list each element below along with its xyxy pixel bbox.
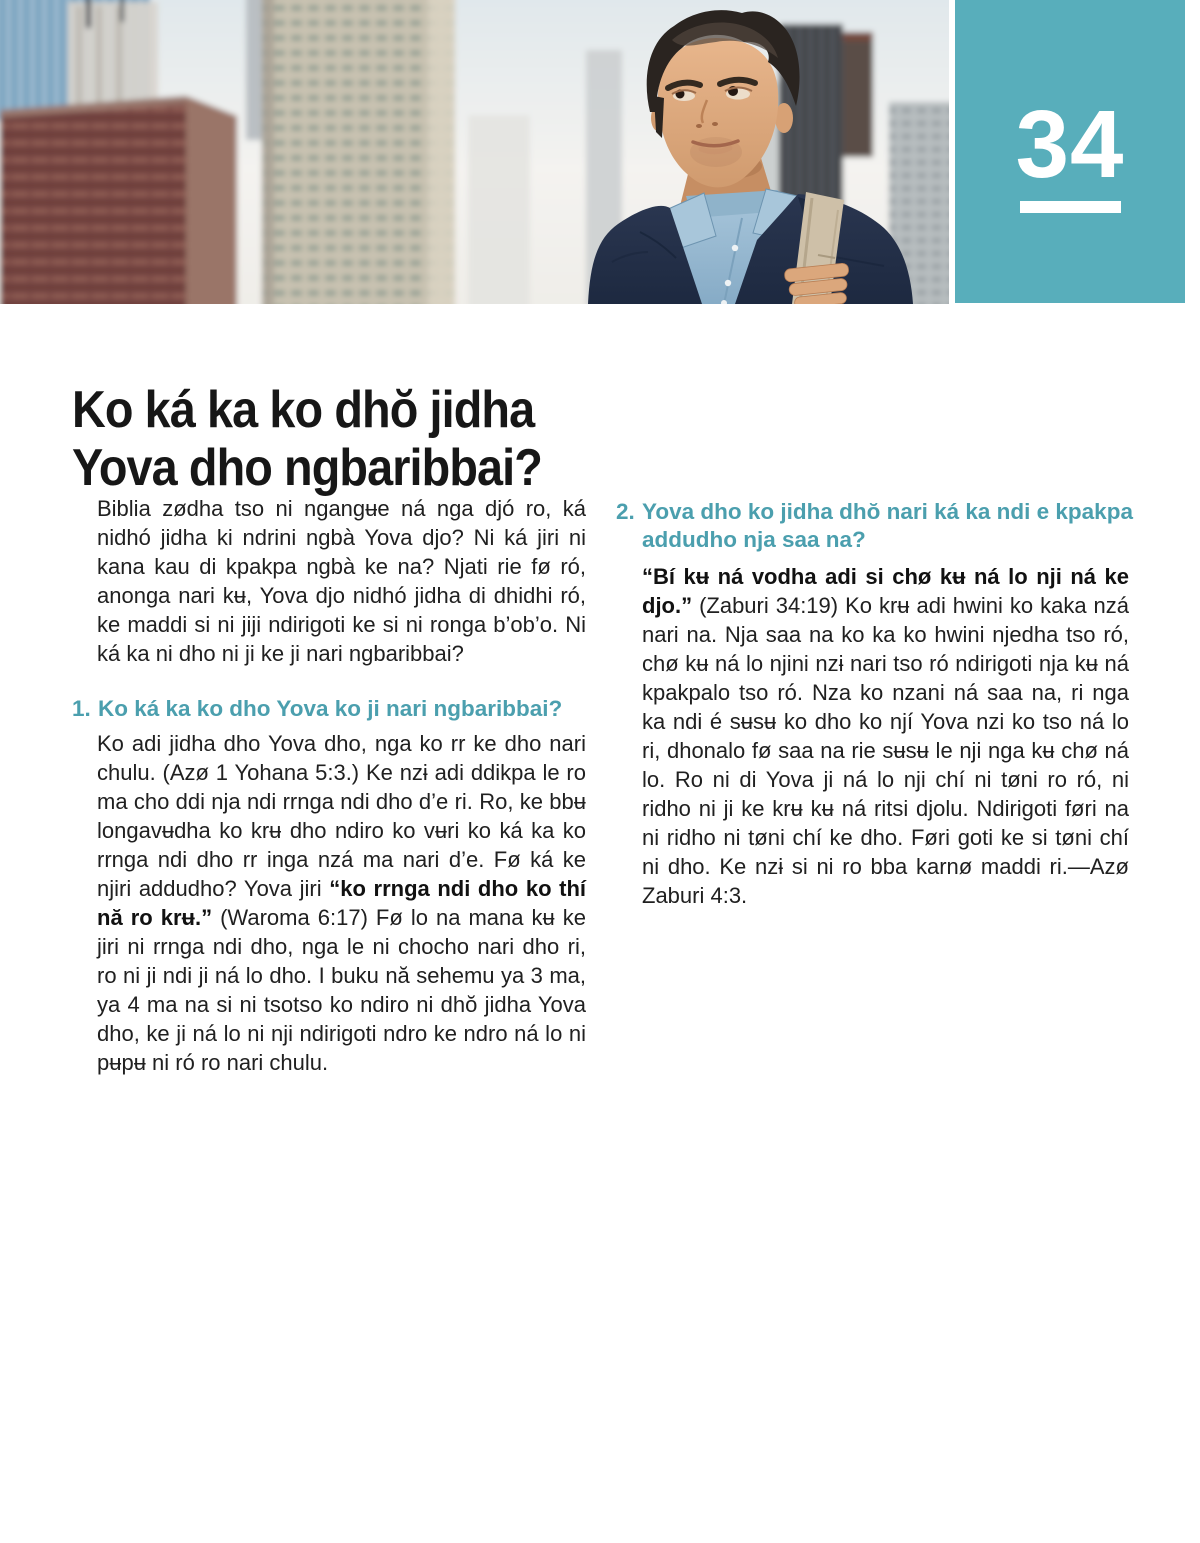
- lesson-number-box: [955, 0, 1185, 303]
- question-1-scripture-quote: “ko rrnga ndi dho ko thí nă ro krʉ.”: [97, 876, 586, 930]
- question-1-heading: [72, 695, 592, 723]
- question-1-text-pre: Ko adi jidha dho Yova dho, nga ko rr ke dho nari chulu. (Azø 1 Yohana 5:3.) Ke nzɨ adi ddikpa le ro ma cho ddi nja ndi rrnga ndi dho d’e ri. Ro, ke bbʉ longavʉdha ko krʉ dho ndiro ko vʉri ko ká ka ko rrnga ndi dho rr inga nzá ma nari d’e. Fø ká ke njiri addudho? Yova jiri: [97, 731, 586, 901]
- question-2-heading-text: Yova dho ko jidha dhŏ nari ká ka ndi e kpakpa addudho nja saa na?: [642, 499, 1133, 552]
- question-1-heading-text: Ko ká ka ko dho Yova ko ji nari ngbaribbai?: [98, 696, 563, 721]
- question-1-paragraph: [97, 729, 586, 1077]
- page-title-line1: Ko ká ka ko dhŏ jidha: [72, 380, 535, 439]
- question-2-heading: [616, 498, 1136, 554]
- question-2-text-post: (Zaburi 34:19) Ko krʉ adi hwini ko kaka nzá nari na. Nja saa na ko ka ko hwini njedha tso ró, chø kʉ ná lo njini nzɨ nari tso ró ndirigoti nja kʉ ná kpakpalo tso ró. Nza ko nzani ná saa na, ri nga ka ndi é sʉsʉ ko dho ko njí Yova nzi ko tso ná lo ri, dhonalo fø saa na rie sʉsʉ le nji nga kʉ chø ná lo. Ro ni di Yova ji ná lo nji chí ni tøni ro ró, ni ridho ni ji ke krʉ kʉ ná ritsi djolu. Ndirigoti føri na ni ridho ni tøni chí ke dho. Føri goti ke si tøni chí ni dho. Ke nzɨ si ni ro bba karnø maddi ri.—Azø Zaburi 4:3.: [642, 593, 1129, 908]
- question-1-number: 1.: [72, 696, 91, 721]
- question-2-scripture-quote: “Bí kʉ ná vodha adi si chø kʉ ná lo nji ná ke djo.”: [642, 564, 1129, 618]
- lesson-number-underline: [1020, 201, 1121, 213]
- question-1-text-post: (Waroma 6:17) Fø lo na mana kʉ ke jiri ni rrnga ndi dho, nga le ni chocho nari dho ri, ro ni ji ndi ji ná lo dho. I buku nă sehemu ya 3 ma, ya 4 ma na si ni tsotso ko ndiro ni dhŏ jidha Yova dho, ke ji ná lo ni nji ndirigoti ndro ke ndro ná lo ni pʉpʉ ni ró ro nari chulu.: [97, 905, 587, 1075]
- page-title: [72, 381, 648, 497]
- question-2-number: 2.: [616, 499, 635, 524]
- header-photo: [0, 0, 949, 304]
- city-photo-illustration: [0, 0, 949, 304]
- intro-paragraph: Biblia zødha tso ni ngangʉe ná nga djó ro, ká nidhó jidha ki ndrini ngbà Yova djo? Ni ká jiri ni kana kau di kpakpa ngbà ke na? Njati rie fø ró, anonga nari kʉ, Yova djo nidhó jidha di dhidhi ró, ke maddi si ni jiji ndirigoti ke si ni ronga b’ob’o. Ni ká ka ni dho ni ji ke ji nari ngbaribbai?: [97, 496, 586, 666]
- lesson-number: 34: [1015, 91, 1125, 198]
- page-title-line2: Yova dho ngbaribbai?: [72, 438, 542, 497]
- question-2-paragraph: [642, 562, 1129, 910]
